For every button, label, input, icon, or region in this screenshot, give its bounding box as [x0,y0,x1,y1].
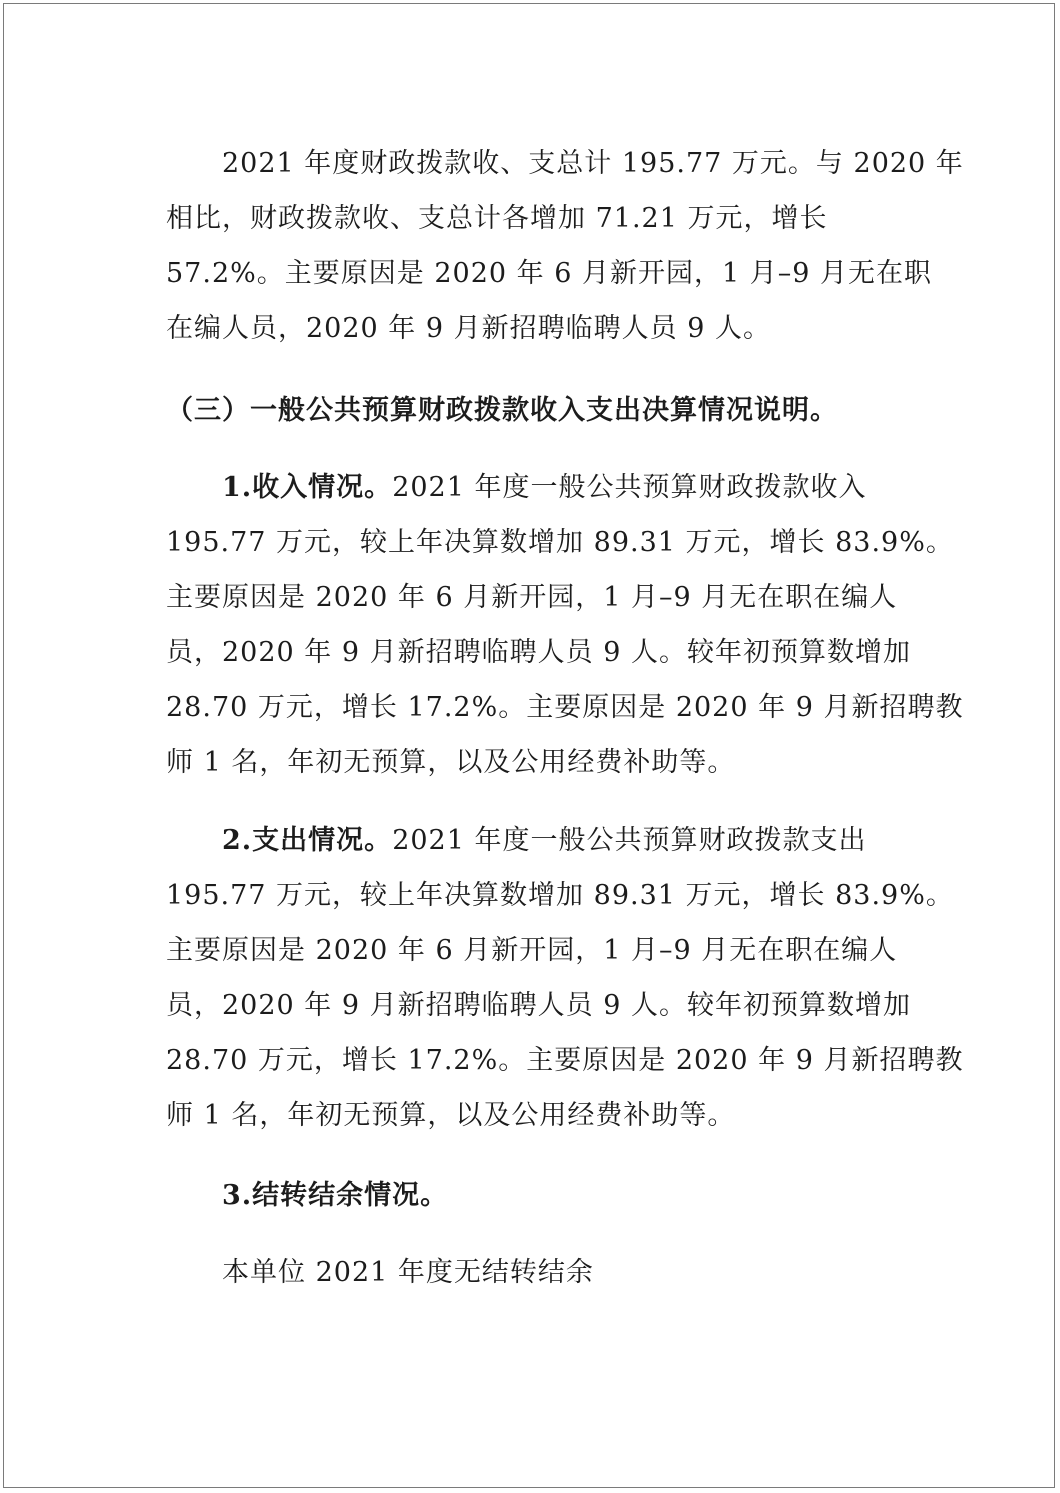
expense-line-4: 员，2020 年 9 月新招聘临聘人员 9 人。较年初预算数增加 [166,990,911,1021]
expense-line-2: 195.77 万元，较上年决算数增加 89.31 万元，增长 83.9%。 [166,880,954,911]
carryover-heading: 3.结转结余情况。 [222,1180,449,1211]
income-line-1 [222,471,866,505]
income-label: 1.收入情况。 [222,472,393,503]
document-page [3,3,1055,1488]
expense-line-3: 主要原因是 2020 年 6 月新开园，1 月–9 月无在职在编人 [166,935,898,966]
income-line-6: 师 1 名，年初无预算，以及公用经费补助等。 [166,747,736,778]
expense-line-1 [222,824,866,858]
income-line-5: 28.70 万元，增长 17.2%。主要原因是 2020 年 9 月新招聘教 [166,692,964,723]
income-line-4: 员，2020 年 9 月新招聘临聘人员 9 人。较年初预算数增加 [166,637,911,668]
section-heading-general-budget: （三）一般公共预算财政拨款收入支出决算情况说明。 [166,395,838,426]
income-line-2: 195.77 万元，较上年决算数增加 89.31 万元，增长 83.9%。 [166,527,954,558]
expense-label: 2.支出情况。 [222,825,393,856]
carryover-text: 本单位 2021 年度无结转结余 [222,1257,594,1288]
expense-line-6: 师 1 名，年初无预算，以及公用经费补助等。 [166,1100,736,1131]
expense-first-line-text: 2021 年度一般公共预算财政拨款支出 [392,825,867,856]
paragraph-fiscal-total-line-4: 在编人员，2020 年 9 月新招聘临聘人员 9 人。 [166,313,771,344]
income-first-line-text: 2021 年度一般公共预算财政拨款收入 [392,472,867,503]
expense-line-5: 28.70 万元，增长 17.2%。主要原因是 2020 年 9 月新招聘教 [166,1045,964,1076]
paragraph-fiscal-total-line-3: 57.2%。主要原因是 2020 年 6 月新开园，1 月–9 月无在职 [166,258,933,289]
income-line-3: 主要原因是 2020 年 6 月新开园，1 月–9 月无在职在编人 [166,582,898,613]
paragraph-fiscal-total-line-1: 2021 年度财政拨款收、支总计 195.77 万元。与 2020 年 [222,148,964,179]
paragraph-fiscal-total-line-2: 相比，财政拨款收、支总计各增加 71.21 万元，增长 [166,203,828,234]
